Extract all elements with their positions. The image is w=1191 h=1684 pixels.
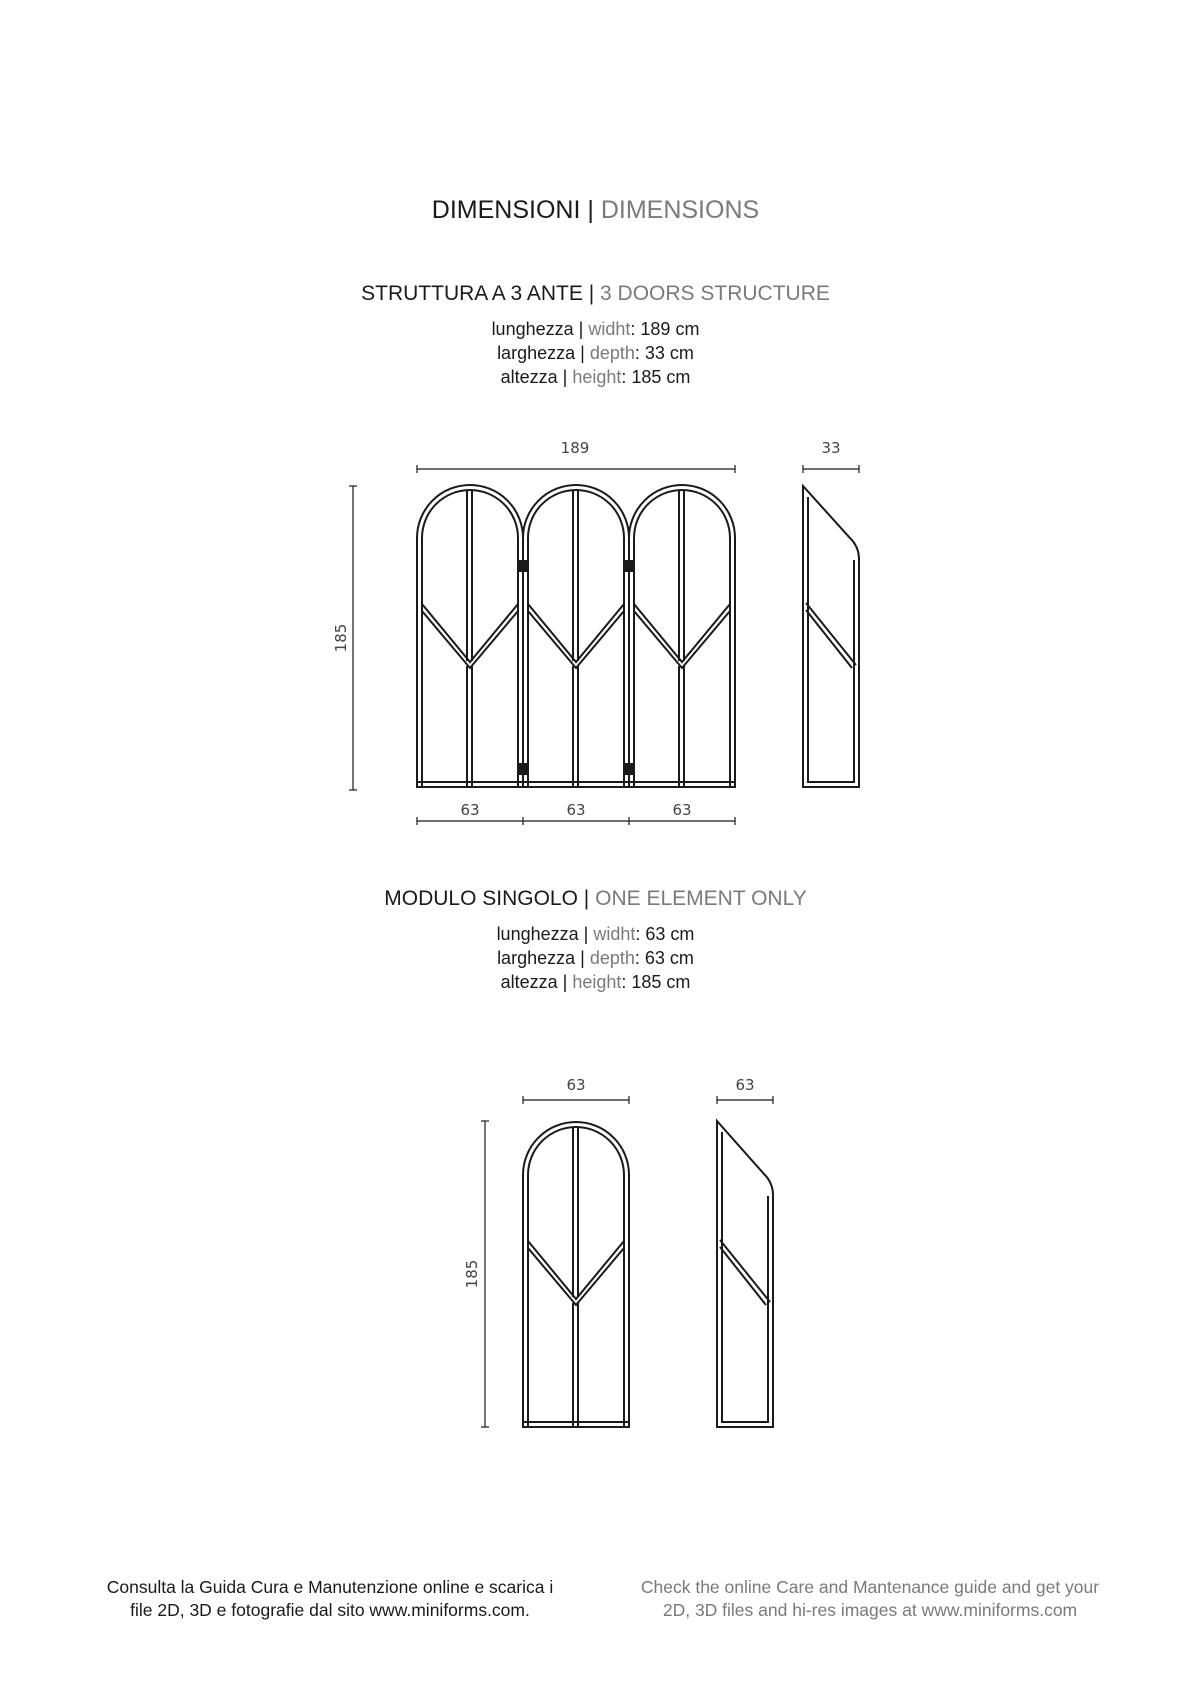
dim-label-height: 185 bbox=[463, 1259, 481, 1289]
panel-frame bbox=[629, 485, 735, 787]
spec-label-en: height bbox=[572, 972, 622, 992]
hinge-icon bbox=[625, 764, 633, 774]
footer-en-line: Check the online Care and Mantenance guide and get your bbox=[640, 1577, 1100, 1597]
side-brace bbox=[720, 1240, 770, 1302]
spec-value: 185 cm bbox=[631, 367, 691, 387]
dim-label-panel-2: 63 bbox=[566, 801, 586, 819]
spec-row-depth: larghezza | depth: 63 cm bbox=[497, 948, 694, 968]
spec-label-en: widht bbox=[593, 924, 636, 944]
spec-value: 33 cm bbox=[644, 343, 694, 363]
spec-row-width: lunghezza | widht: 189 cm bbox=[491, 319, 700, 339]
spec-row-depth: larghezza | depth: 33 cm bbox=[497, 343, 694, 363]
spec-row-height: altezza | height: 185 cm bbox=[500, 972, 691, 992]
panel-chevron bbox=[634, 604, 730, 662]
single-separator: | bbox=[583, 887, 590, 910]
spec-label-it: altezza bbox=[500, 972, 558, 992]
spec-label-en: widht bbox=[588, 319, 631, 339]
hinge-icon bbox=[625, 561, 633, 571]
panel-chevron bbox=[528, 1241, 624, 1299]
panel-chevron bbox=[528, 611, 624, 668]
title-en: DIMENSIONS bbox=[600, 196, 760, 224]
three-doors-front-view bbox=[417, 485, 735, 787]
dim-label-depth: 63 bbox=[735, 1076, 755, 1094]
spec-value: 63 cm bbox=[644, 948, 694, 968]
side-frame bbox=[717, 1121, 773, 1427]
hinge-icon bbox=[519, 561, 527, 571]
spec-label-en: depth bbox=[589, 948, 635, 968]
dim-label-height: 185 bbox=[332, 623, 350, 653]
dim-label-width: 189 bbox=[560, 439, 590, 457]
spec-separator: | bbox=[562, 972, 568, 992]
spec-row-width: lunghezza | widht: 63 cm bbox=[496, 924, 695, 944]
panel-frame bbox=[417, 485, 523, 787]
panel-chevron bbox=[422, 604, 518, 662]
single-side-view bbox=[717, 1121, 773, 1427]
title-separator: | bbox=[587, 196, 594, 224]
hinge-icon bbox=[519, 764, 527, 774]
panel-chevron bbox=[528, 1248, 624, 1305]
spec-label-it: lunghezza bbox=[496, 924, 579, 944]
dim-label-depth: 33 bbox=[821, 439, 841, 457]
footer-italian bbox=[60, 1576, 600, 1622]
footer-it-line: Consulta la Guida Cura e Manutenzione online e scarica i bbox=[106, 1577, 554, 1597]
side-brace bbox=[720, 1247, 766, 1305]
spec-label-it: lunghezza bbox=[491, 319, 574, 339]
three-doors-title-en: 3 DOORS STRUCTURE bbox=[600, 282, 830, 305]
single-title-it: MODULO SINGOLO bbox=[384, 887, 578, 910]
three-doors-title-it: STRUTTURA A 3 ANTE bbox=[361, 282, 583, 305]
panel-frame-inner bbox=[634, 490, 730, 787]
spec-separator: | bbox=[580, 948, 585, 968]
side-brace bbox=[806, 610, 852, 668]
dim-label-width: 63 bbox=[566, 1076, 586, 1094]
side-frame bbox=[803, 486, 859, 787]
panel-chevron bbox=[422, 611, 518, 668]
panel-frame-inner bbox=[528, 1127, 624, 1427]
spec-label-en: height bbox=[572, 367, 622, 387]
panel-frame-inner bbox=[422, 490, 518, 787]
single-dimension-lines bbox=[481, 1096, 773, 1427]
single-title-en: ONE ELEMENT ONLY bbox=[595, 887, 807, 910]
title-it: DIMENSIONI bbox=[431, 196, 581, 224]
panel-frame bbox=[523, 1122, 629, 1427]
side-frame-inner bbox=[808, 497, 854, 782]
panel-frame bbox=[523, 485, 629, 787]
spec-value: 63 cm bbox=[645, 924, 695, 944]
spec-separator: | bbox=[580, 343, 585, 363]
dim-label-panel-1: 63 bbox=[460, 801, 480, 819]
footer-it-line: file 2D, 3D e fotografie dal sito www.miniforms.com. bbox=[130, 1600, 530, 1620]
three-doors-separator: | bbox=[588, 282, 595, 305]
single-front-view bbox=[523, 1122, 629, 1427]
spec-separator: | bbox=[562, 367, 568, 387]
side-brace bbox=[806, 603, 856, 665]
spec-label-it: larghezza bbox=[497, 948, 576, 968]
footer-english bbox=[600, 1576, 1140, 1622]
spec-separator: | bbox=[583, 924, 589, 944]
three-doors-side-view bbox=[803, 486, 859, 787]
footer-en-line: 2D, 3D files and hi-res images at www.miniforms.com bbox=[662, 1600, 1078, 1620]
spec-row-height: altezza | height: 185 cm bbox=[500, 367, 691, 387]
spec-label-it: larghezza bbox=[497, 343, 576, 363]
spec-value: 189 cm bbox=[640, 319, 700, 339]
panel-frame-inner bbox=[528, 490, 624, 787]
dim-label-panel-3: 63 bbox=[672, 801, 692, 819]
spec-separator: | bbox=[578, 319, 584, 339]
spec-label-en: depth bbox=[589, 343, 635, 363]
spec-label-it: altezza bbox=[500, 367, 558, 387]
spec-value: 185 cm bbox=[631, 972, 691, 992]
panel-chevron bbox=[528, 604, 624, 662]
panel-chevron bbox=[634, 611, 730, 668]
